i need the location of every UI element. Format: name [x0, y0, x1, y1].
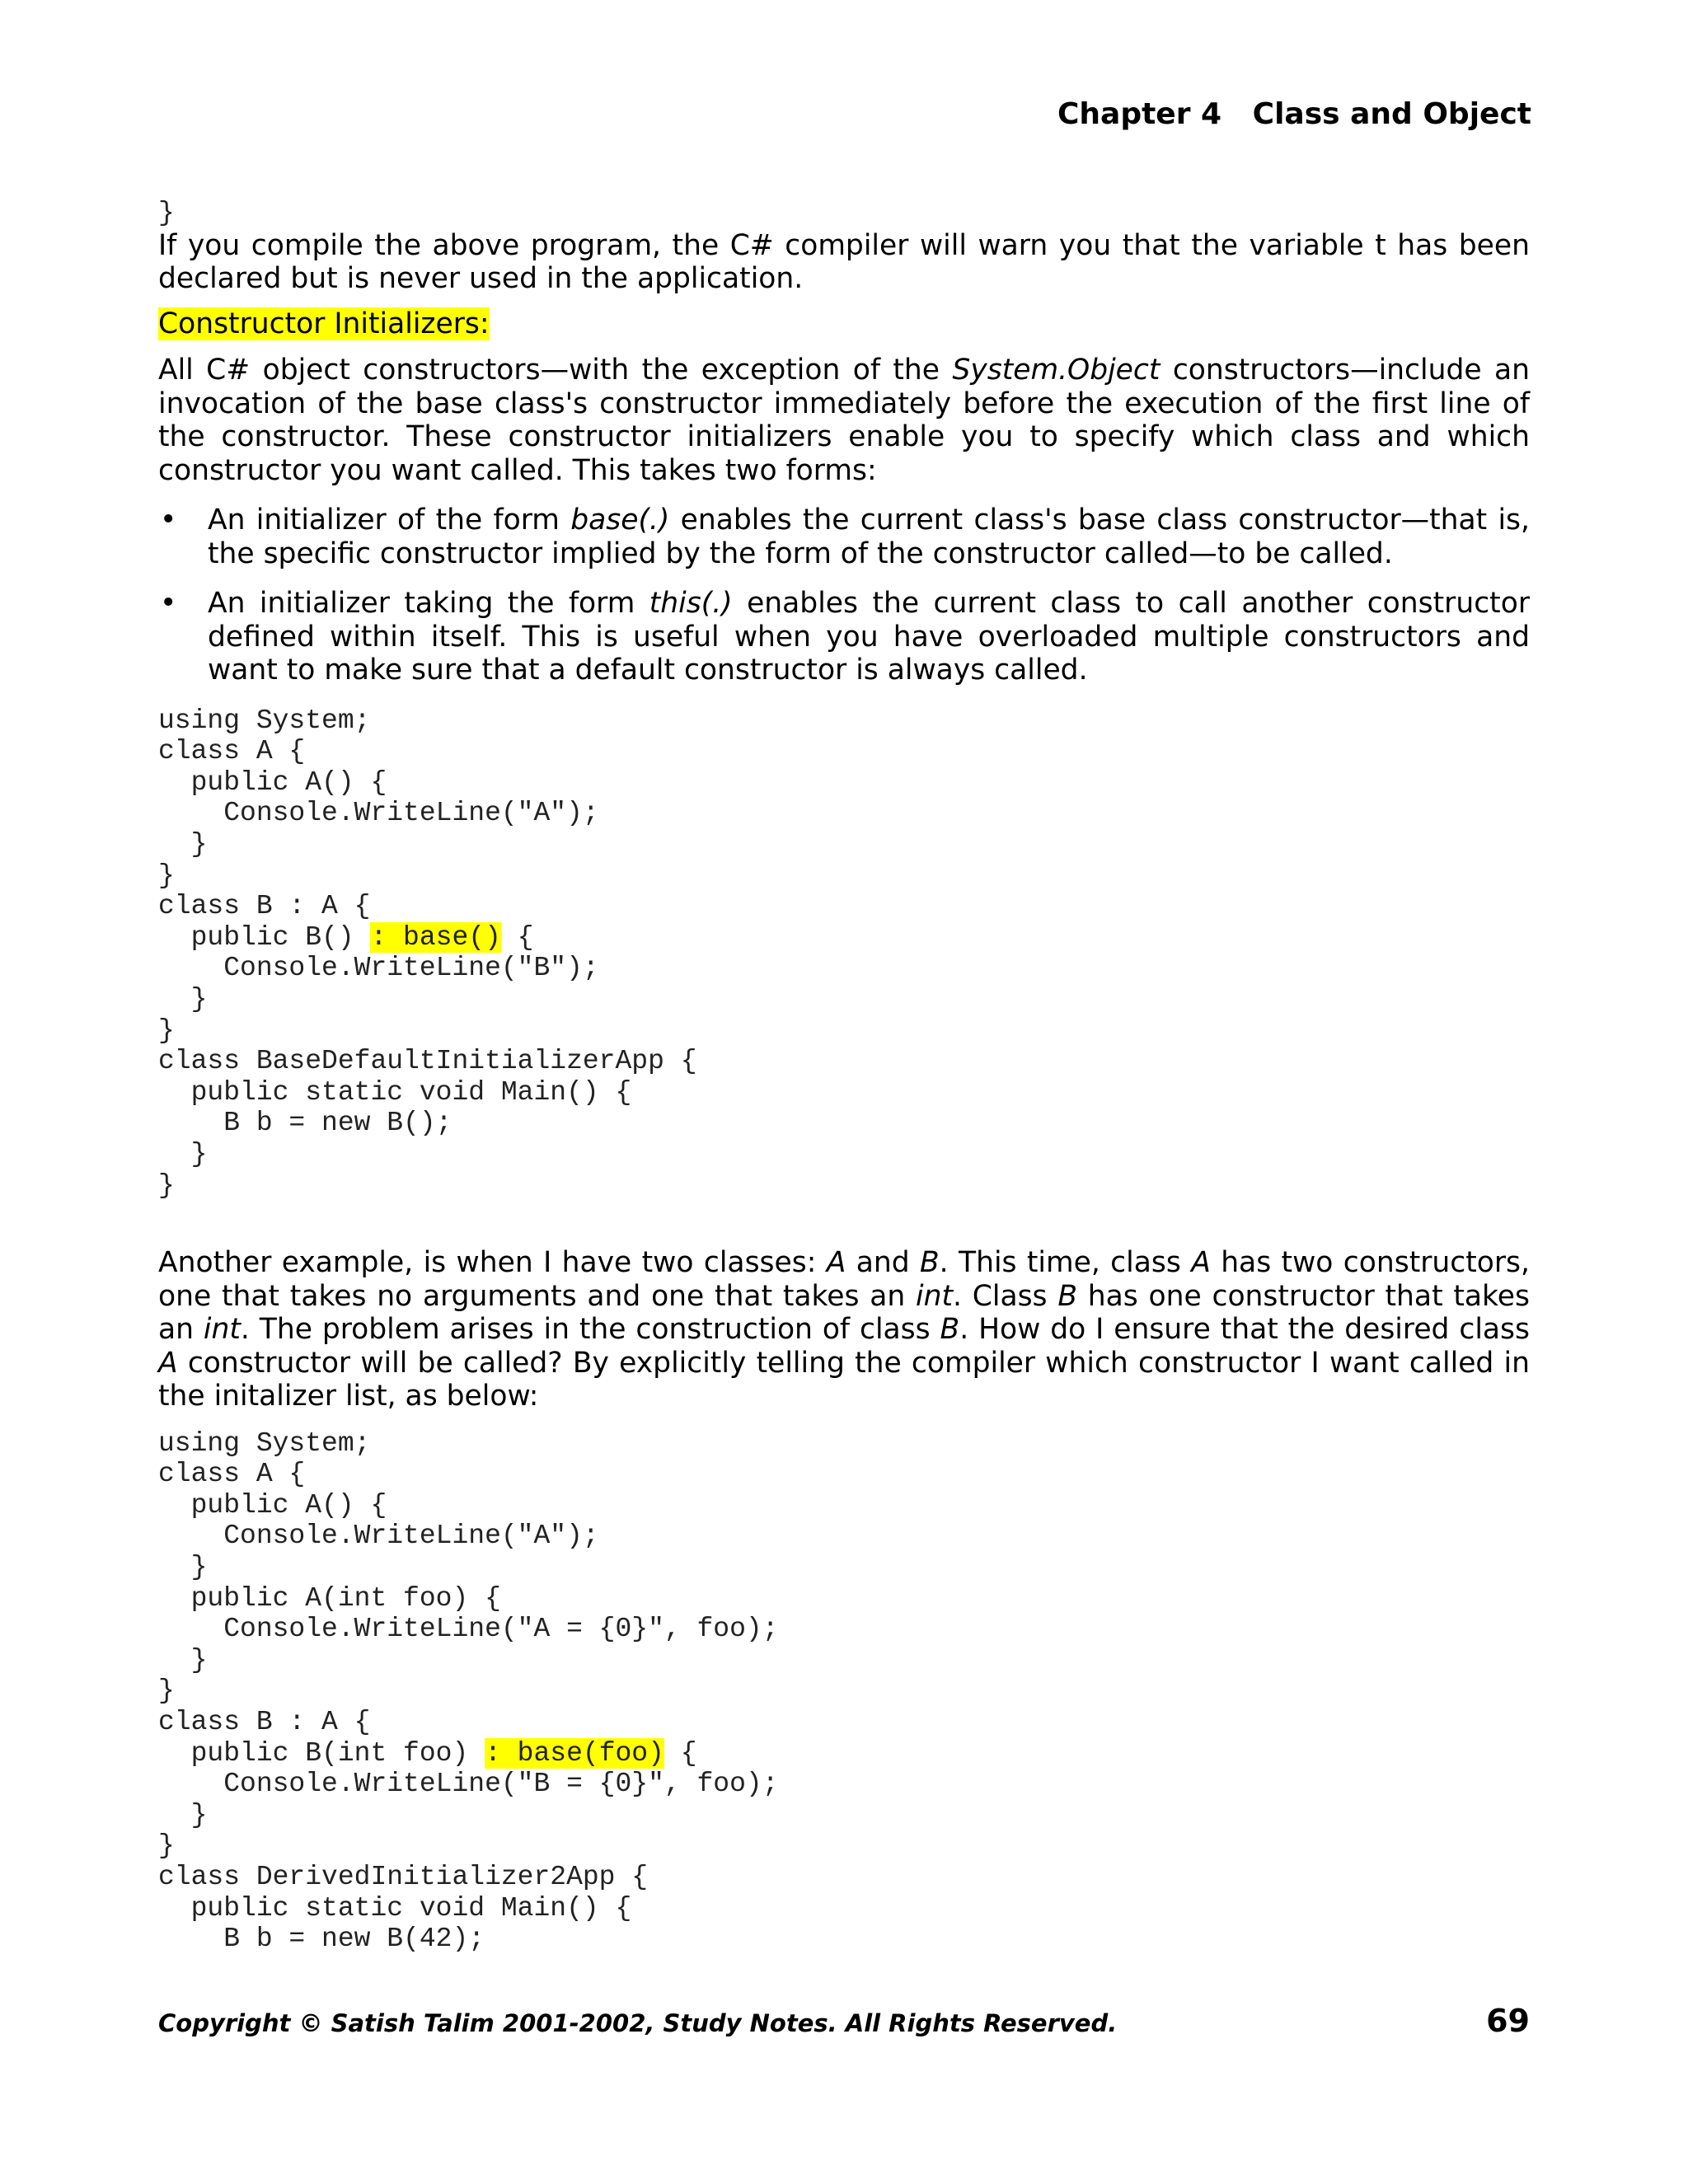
section-heading-wrap	[158, 307, 1530, 341]
page-footer	[158, 2003, 1530, 2044]
bullet-list	[158, 504, 1530, 687]
copyright-notice: Copyright © Satish Talim 2001-2002, Study Notes. All Rights Reserved.	[158, 2009, 1118, 2037]
code-highlight: : base(foo)	[485, 1737, 664, 1769]
bullet-text: enables the current class to call another constructor defined within itself. This is useful when you have overloaded multiple constructors and want to make sure that a default constructor is always called.	[208, 587, 1530, 687]
bullet-text: enables the current class's base class constructor—that is, the specific constructor implied by the form of the constructor called—to be called.	[208, 504, 1530, 570]
bullet-icon: •	[160, 504, 177, 537]
para-term: B	[1057, 1279, 1077, 1313]
para-term: int	[916, 1279, 954, 1313]
bullet-term: this(.)	[649, 587, 733, 621]
para-text: constructor will be called? By explicitly telling the compiler which constructor I want called in the initalizer list, as below:	[158, 1346, 1530, 1413]
para-text: . Class	[953, 1279, 1058, 1313]
code-text: using System; class A { public A() { Console.WriteLine("A"); } public A(int foo) { Console.WriteLine("A = {0}", foo); } } class B : A { public B(int foo)	[158, 1427, 779, 1769]
bullet-text: An initializer taking the form	[208, 587, 649, 621]
section-text: constructors—include an invocation of the base class's constructor immediately before the execution of the first line of the constructor. These constructor initializers enable you to specify which class and which constructor you want called. This takes two forms:	[158, 354, 1530, 487]
code-block-2	[158, 1428, 1530, 1955]
para-text: . How do I ensure that the desired class	[959, 1313, 1530, 1347]
para-text: has two constructors, one that takes no arguments and one that takes an	[158, 1246, 1530, 1313]
bullet-term: base(.)	[570, 504, 670, 537]
para-term: A	[158, 1346, 178, 1380]
para-term: int	[203, 1313, 241, 1347]
page-number: 69	[1486, 2003, 1530, 2039]
para-text: . The problem arises in the construction of class	[240, 1313, 940, 1347]
para-term: B	[920, 1246, 940, 1280]
code-text: using System; class A { public A() { Console.WriteLine("A"); } } class B : A { public B()	[158, 705, 599, 953]
para-text: . This time, class	[939, 1246, 1192, 1280]
code-text: { Console.WriteLine("B = {0}", foo); } } class DerivedInitializer2App { public static void Main() { B b = new B(42);	[158, 1737, 779, 1955]
para-term: B	[940, 1313, 960, 1347]
code-block-1	[158, 705, 1530, 1202]
code-text: { Console.WriteLine("B"); } } class BaseDefaultInitializerApp { public static void Main() { B b = new B(); } }	[158, 921, 697, 1201]
para-text: has one constructor that takes an	[158, 1279, 1530, 1347]
bullet-item	[158, 587, 1530, 687]
intro-paragraph: If you compile the above program, the C# compiler will warn you that the variable t has been declared but is never used in the application.	[158, 228, 1530, 296]
page-content	[158, 198, 1530, 1955]
section-text: All C# object constructors—with the exception of the	[158, 354, 953, 387]
closing-brace: }	[158, 198, 175, 228]
para-text: Another example, is when I have two classes:	[158, 1246, 827, 1280]
chapter-header: Chapter 4 Class and Object	[1057, 97, 1531, 131]
second-paragraph	[158, 1246, 1530, 1413]
code-highlight: : base()	[370, 921, 501, 953]
para-term: A	[826, 1246, 846, 1280]
para-text: and	[846, 1246, 920, 1280]
section-term: System.Object	[952, 354, 1160, 387]
bullet-text: An initializer of the form	[208, 504, 571, 537]
bullet-item	[158, 504, 1530, 570]
bullet-icon: •	[160, 587, 177, 621]
section-paragraph	[158, 354, 1530, 487]
para-term: A	[1191, 1246, 1211, 1280]
section-heading: Constructor Initializers:	[158, 307, 490, 340]
